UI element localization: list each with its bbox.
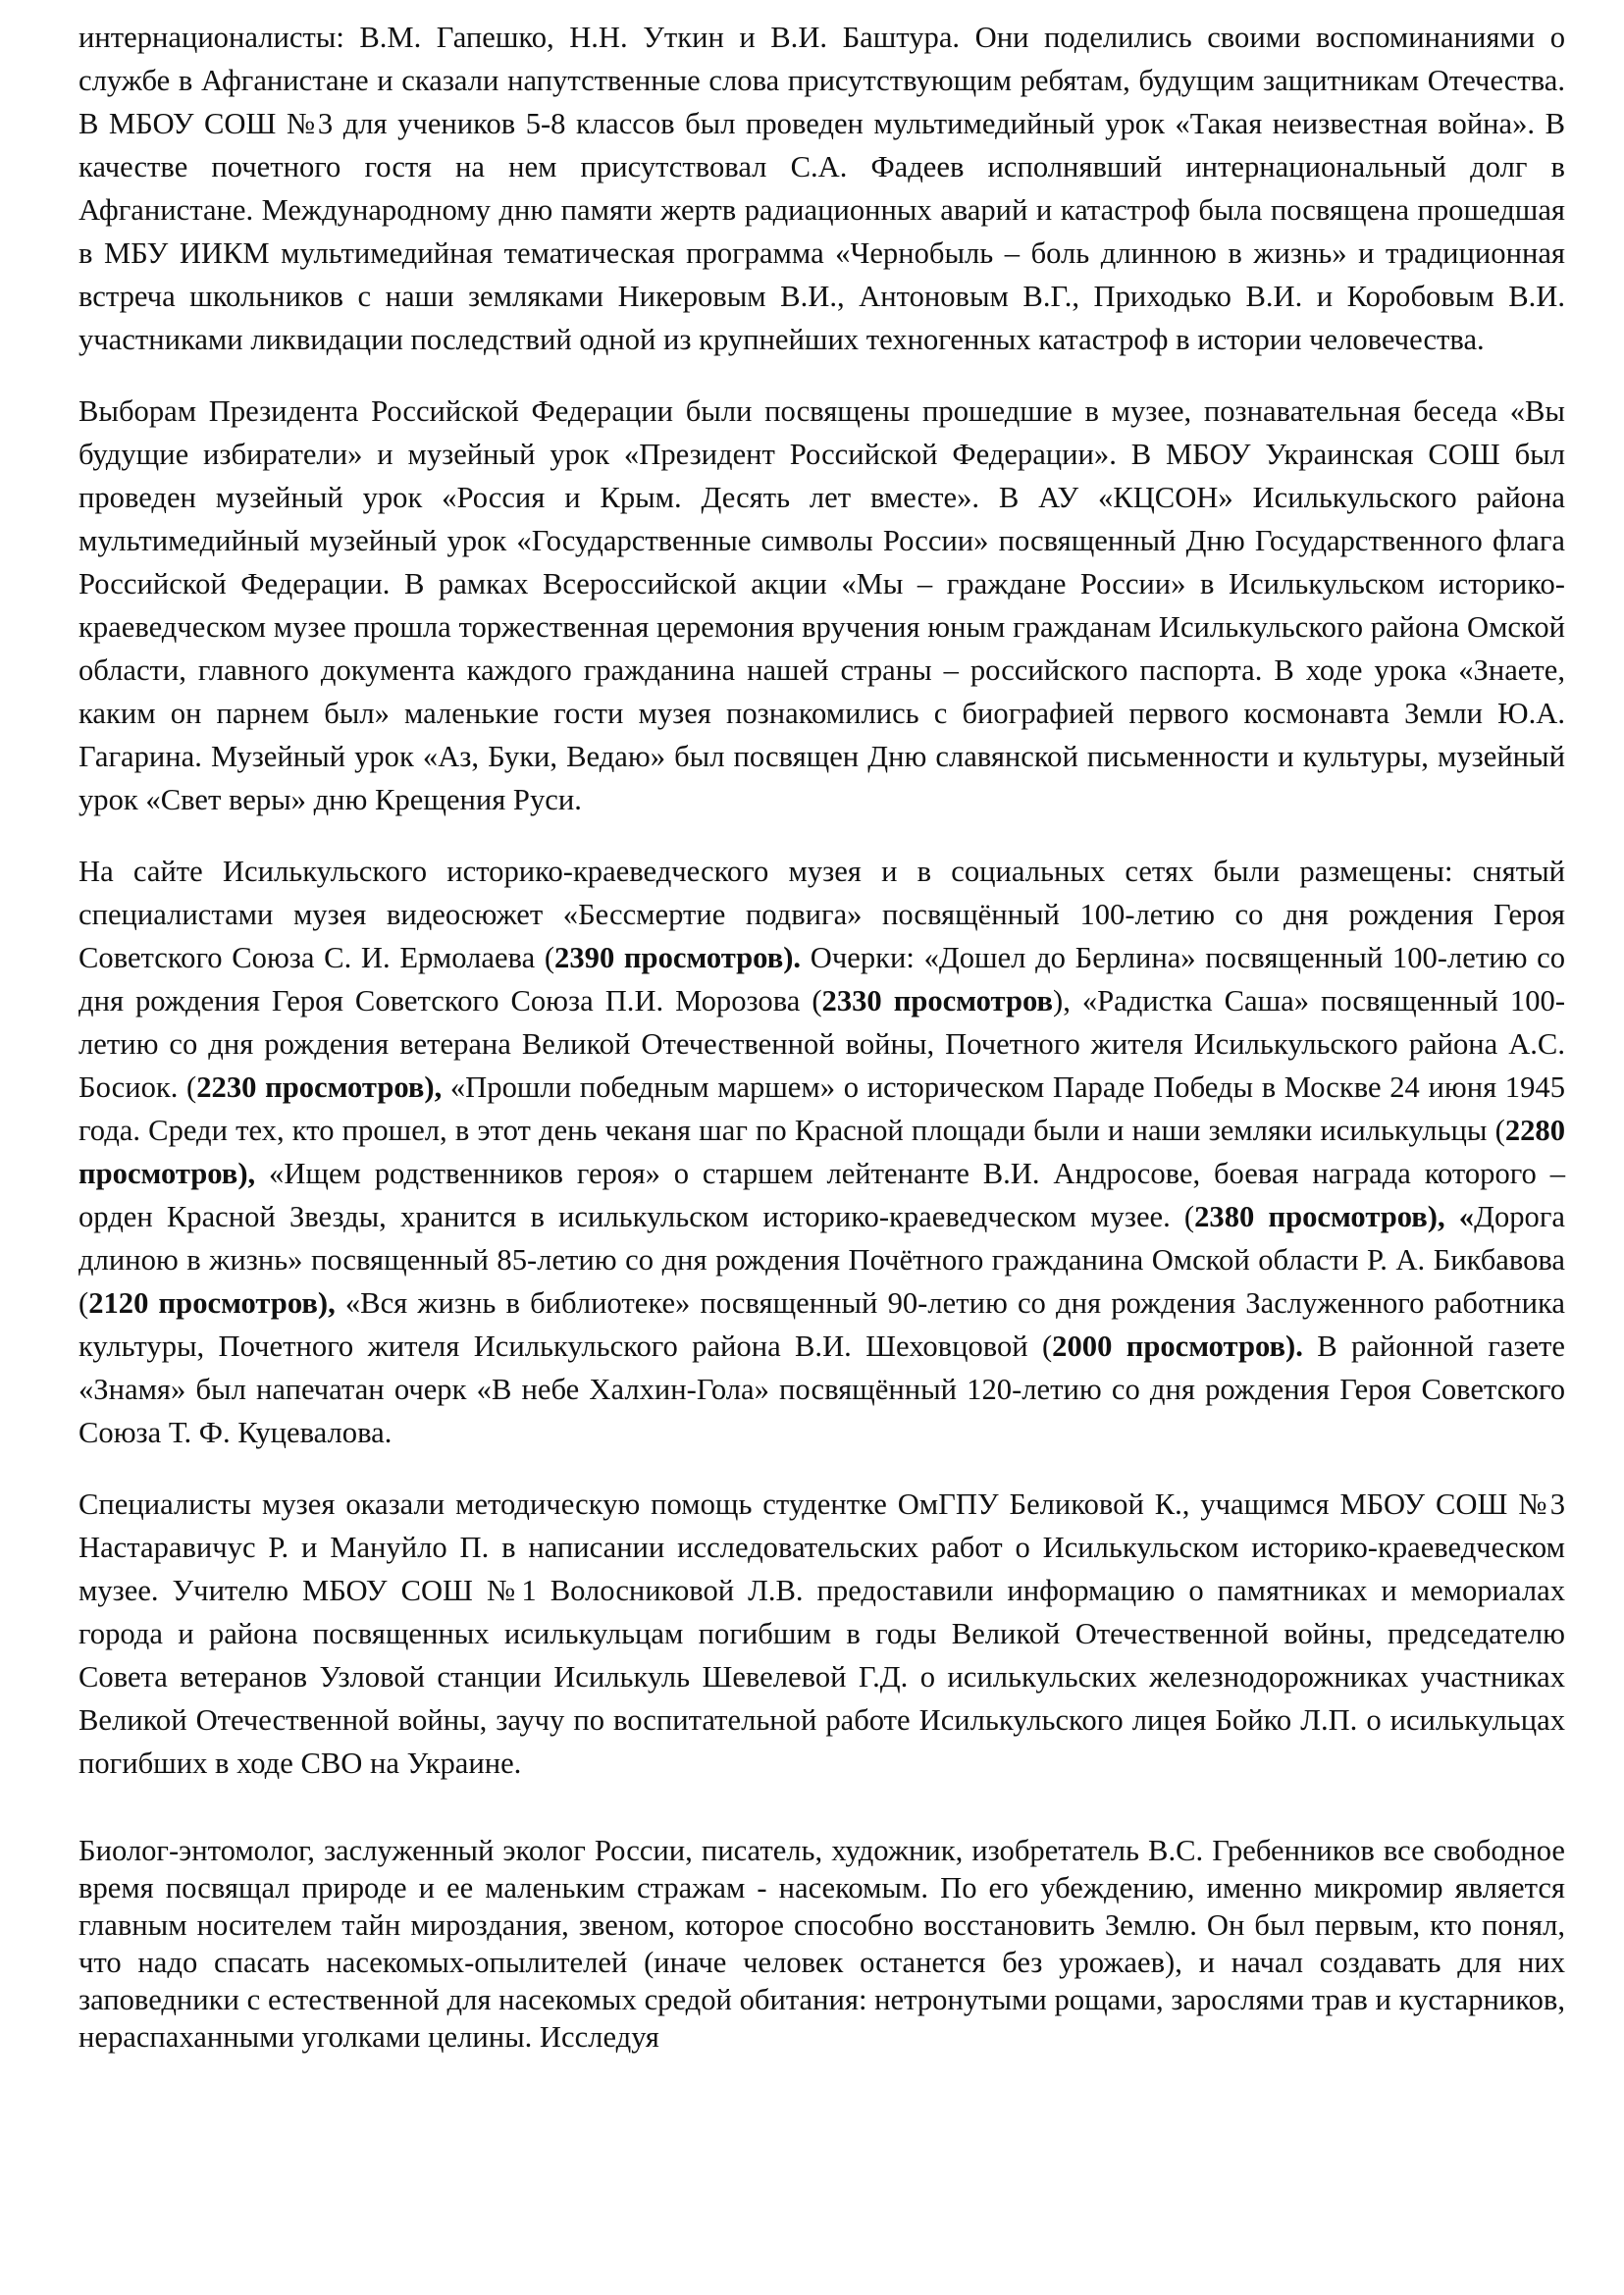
- views-count: 2390 просмотров).: [554, 941, 802, 974]
- views-count: 2230 просмотров),: [196, 1070, 443, 1104]
- document-page: [79, 16, 1565, 2084]
- text-segment: Дорога длиною в жизнь» посвященный 85-летию со дня рождения Почётного гражданина Омской области Р. А. Бикбавова (: [79, 1200, 1565, 1320]
- paragraph-afghan-chernobyl: [79, 16, 1565, 361]
- views-count: 2280 просмотров),: [79, 1114, 1565, 1190]
- views-count: 2330 просмотров: [821, 984, 1054, 1017]
- text-segment: В районной газете «Знамя» был напечатан очерк «В небе Халхин-Гола» посвящённый 120-летию со дня рождения Героя Советского Союза Т. Ф. Куцевалова.: [79, 1330, 1565, 1449]
- paragraph-text: Биолог-энтомолог, заслуженный эколог России, писатель, художник, изобретатель В.С. Гребенников все свободное время посвящал природе и ее маленьким стражам - насекомым. По его убеждению, именно микромир является главным носителем тайн мироздания, звеном, которое способно восстановить Землю. Он был первым, кто понял, что надо спасать насекомых-опылителей (иначе человек останется без урожаев), и начал создавать для них заповедники с естественной для насекомых средой обитания: нетронутыми рощами, зарослями трав и кустарников, нераспаханными уголками целины. Исследуя: [79, 1834, 1565, 2054]
- views-count: 2380 просмотров), «: [1194, 1200, 1475, 1233]
- views-count: 2000 просмотров).: [1052, 1330, 1303, 1363]
- views-count: 2120 просмотров),: [88, 1286, 336, 1320]
- paragraph-grebennikov: [79, 1832, 1565, 2056]
- text-segment: «Вся жизнь в библиотеке» посвященный 90-летию со дня рождения Заслуженного работника культуры, Почетного жителя Исилькульского района В.И. Шеховцовой (: [79, 1286, 1565, 1363]
- paragraph-text: интернационалисты: В.М. Гапешко, Н.Н. Уткин и В.И. Баштура. Они поделились своими воспоминаниями о службе в Афганистане и сказали напутственные слова присутствующим ребятам, будущим защитникам Отечества. В МБОУ СОШ №3 для учеников 5-8 классов был проведен мультимедийный урок «Такая неизвестная война». В качестве почетного гостя на нем присутствовал С.А. Фадеев исполнявший интернациональный долг в Афганистане. Международному дню памяти жертв радиационных аварий и катастроф была посвящена прошедшая в МБУ ИИКМ мультимедийная тематическая программа «Чернобыль – боль длинною в жизнь» и традиционная встреча школьников с наши земляками Никеровым В.И., Антоновым В.Г., Приходько В.И. и Коробовым В.И. участниками ликвидации последствий одной из крупнейших техногенных катастроф в истории человечества.: [79, 21, 1565, 356]
- paragraph-text: Специалисты музея оказали методическую помощь студентке ОмГПУ Беликовой К., учащимся МБОУ СОШ №3 Настаравичус Р. и Мануйло П. в написании исследовательских работ о Исилькульском историко-краеведческом музее. Учителю МБОУ СОШ №1 Волосниковой Л.В. предоставили информацию о памятниках и мемориалах города и района посвященных исилькульцам погибшим в годы Великой Отечественной войны, председателю Совета ветеранов Узловой станции Исилькуль Шевелевой Г.Д. о исилькульских железнодорожниках участниках Великой Отечественной войны, заучу по воспитательной работе Исилькульского лицея Бойко Л.П. о исилькульцах погибших в ходе СВО на Украине.: [79, 1487, 1565, 1780]
- text-segment: Очерки: «Дошел до Берлина» посвященный 100-летию со дня рождения Героя Советского Союза П.И. Морозова (: [79, 941, 1565, 1017]
- text-segment: «Ищем родственников героя» о старшем лейтенанте В.И. Андросове, боевая награда которого – орден Красной Звезды, хранится в исилькульском историко-краеведческом музее. (: [79, 1157, 1565, 1233]
- paragraph-text: Выборам Президента Российской Федерации были посвящены прошедшие в музее, познавательная беседа «Вы будущие избиратели» и музейный урок «Президент Российской Федерации». В МБОУ Украинская СОШ был проведен музейный урок «Россия и Крым. Десять лет вместе». В АУ «КЦСОН» Исилькульского района мультимедийный музейный урок «Государственные символы России» посвященный Дню Государственного флага Российской Федерации. В рамках Всероссийской акции «Мы – граждане России» в Исилькульском историко-краеведческом музее прошла торжественная церемония вручения юным гражданам Исилькульского района Омской области, главного документа каждого гражданина нашей страны – российского паспорта. В ходе урока «Знаете, каким он парнем был» маленькие гости музея познакомились с биографией первого космонавта Земли Ю.А. Гагарина. Музейный урок «Аз, Буки, Ведаю» был посвящен Дню славянской письменности и культуры, музейный урок «Свет веры» дню Крещения Руси.: [79, 394, 1565, 816]
- text-segment: На сайте Исилькульского историко-краеведческого музея и в социальных сетях были размещены: снятый специалистами музея видеосюжет «Бессмертие подвига» посвящённый 100-летию со дня рождения Героя Советского Союза С. И. Ермолаева (: [79, 855, 1565, 974]
- paragraph-elections-citizenship: [79, 390, 1565, 821]
- text-segment: «Прошли победным маршем» о историческом Параде Победы в Москве 24 июня 1945 года. Среди тех, кто прошел, в этот день чеканя шаг по Красной площади были и наши земляки исилькульцы (: [79, 1070, 1565, 1147]
- text-segment: ), «Радистка Саша» посвященный 100-летию со дня рождения ветерана Великой Отечественной войны, Почетного жителя Исилькульского района А.С. Босиок. (: [79, 984, 1566, 1104]
- paragraph-methodical-help: [79, 1483, 1565, 1785]
- paragraph-online-publications: [79, 850, 1565, 1454]
